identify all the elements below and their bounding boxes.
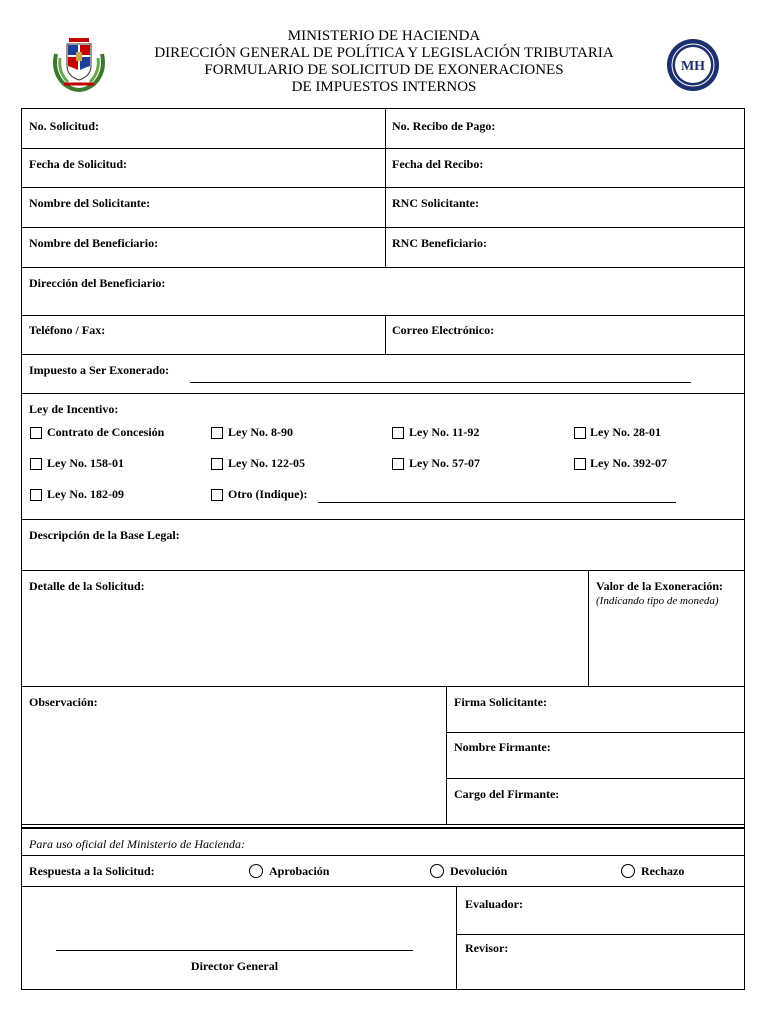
ley-option-label: Ley No. 182-09	[47, 487, 124, 501]
form-row-direccion	[22, 268, 744, 316]
checkbox-ley-11-92[interactable]	[392, 427, 404, 439]
descripcion-base-legal-label: Descripción de la Base Legal:	[29, 528, 180, 542]
director-signature-line[interactable]	[56, 950, 413, 951]
director-row	[22, 887, 744, 990]
director-general-label: Director General	[190, 959, 279, 973]
ley-option-label: Contrato de Concesión	[47, 425, 165, 439]
radio-rechazo[interactable]	[621, 864, 635, 878]
coat-of-arms-icon	[50, 32, 108, 92]
respuesta-option-label: Devolución	[450, 864, 508, 878]
respuesta-row	[22, 856, 744, 887]
checkbox-ley-182-09[interactable]	[30, 489, 42, 501]
ley-option-label: Ley No. 8-90	[228, 425, 293, 439]
nombre-firmante-label: Nombre Firmante:	[454, 740, 551, 754]
radio-aprobacion[interactable]	[249, 864, 263, 878]
ley-option-label: Ley No. 392-07	[590, 456, 667, 470]
form-header	[0, 0, 768, 108]
ley-option-label: Ley No. 158-01	[47, 456, 124, 470]
form-title: FORMULARIO DE SOLICITUD DE EXONERACIONES	[204, 62, 564, 78]
checkbox-ley-392-07[interactable]	[574, 458, 586, 470]
ministry-seal-icon	[666, 38, 720, 92]
ley-option-label: Otro (Indique):	[228, 487, 308, 501]
fecha-solicitud-label: Fecha de Solicitud:	[29, 157, 127, 171]
checkbox-contrato-concesion[interactable]	[30, 427, 42, 439]
valor-exoneracion-note: (Indicando tipo de moneda)	[596, 595, 719, 607]
cargo-firmante-label: Cargo del Firmante:	[454, 787, 560, 801]
firma-solicitante-label: Firma Solicitante:	[454, 695, 547, 709]
fecha-recibo-label: Fecha del Recibo:	[392, 157, 484, 171]
ministry-name: MINISTERIO DE HACIENDA	[287, 28, 481, 44]
checkbox-ley-122-05[interactable]	[211, 458, 223, 470]
checkbox-ley-28-01[interactable]	[574, 427, 586, 439]
direccion-beneficiario-label: Dirección del Beneficiario:	[29, 276, 166, 290]
checkbox-ley-8-90[interactable]	[211, 427, 223, 439]
telefono-label: Teléfono / Fax:	[29, 323, 106, 337]
no-recibo-label: No. Recibo de Pago:	[392, 119, 496, 133]
revisor-label: Revisor:	[465, 941, 509, 955]
impuesto-label: Impuesto a Ser Exonerado:	[29, 363, 170, 377]
form-row-ley-incentivo	[22, 394, 744, 520]
checkbox-ley-158-01[interactable]	[30, 458, 42, 470]
form-row-descripcion	[22, 520, 744, 571]
checkbox-otro[interactable]	[211, 489, 223, 501]
oficial-use-row	[22, 827, 744, 856]
radio-devolucion[interactable]	[430, 864, 444, 878]
ley-option-label: Ley No. 57-07	[409, 456, 480, 470]
form-row-solicitud	[22, 109, 744, 149]
uso-oficial-label: Para uso oficial del Ministerio de Hacienda:	[29, 837, 245, 851]
no-solicitud-label: No. Solicitud:	[29, 119, 100, 133]
nombre-solicitante-label: Nombre del Solicitante:	[29, 196, 151, 210]
rnc-beneficiario-label: RNC Beneficiario:	[392, 236, 487, 250]
application-form	[21, 108, 745, 990]
form-row-observacion	[22, 687, 744, 825]
ley-option-label: Ley No. 122-05	[228, 456, 305, 470]
ley-option-label: Ley No. 11-92	[409, 425, 480, 439]
form-row-solicitante	[22, 188, 744, 228]
respuesta-label: Respuesta a la Solicitud:	[29, 864, 155, 878]
valor-exoneracion-label: Valor de la Exoneración:	[596, 579, 724, 593]
form-row-detalle	[22, 571, 744, 687]
ley-option-label: Ley No. 28-01	[590, 425, 661, 439]
respuesta-option-label: Aprobación	[269, 864, 330, 878]
form-row-beneficiario	[22, 228, 744, 268]
observacion-label: Observación:	[29, 695, 98, 709]
respuesta-option-label: Rechazo	[641, 864, 685, 878]
impuesto-input-line[interactable]	[190, 382, 691, 383]
ley-incentivo-label: Ley de Incentivo:	[29, 402, 119, 416]
form-row-impuesto	[22, 355, 744, 394]
detalle-solicitud-label: Detalle de la Solicitud:	[29, 579, 145, 593]
seal-text: MH	[680, 59, 706, 74]
form-row-contacto	[22, 316, 744, 355]
form-row-fechas	[22, 149, 744, 188]
otro-input-line[interactable]	[318, 502, 676, 503]
directorate-name: DIRECCIÓN GENERAL DE POLÍTICA Y LEGISLACIÓN TRIBUTARIA	[154, 45, 614, 61]
rnc-solicitante-label: RNC Solicitante:	[392, 196, 479, 210]
checkbox-ley-57-07[interactable]	[392, 458, 404, 470]
nombre-beneficiario-label: Nombre del Beneficiario:	[29, 236, 159, 250]
form-title-block	[120, 28, 648, 96]
evaluador-label: Evaluador:	[465, 897, 524, 911]
correo-label: Correo Electrónico:	[392, 323, 495, 337]
form-subtitle: DE IMPUESTOS INTERNOS	[291, 79, 477, 95]
